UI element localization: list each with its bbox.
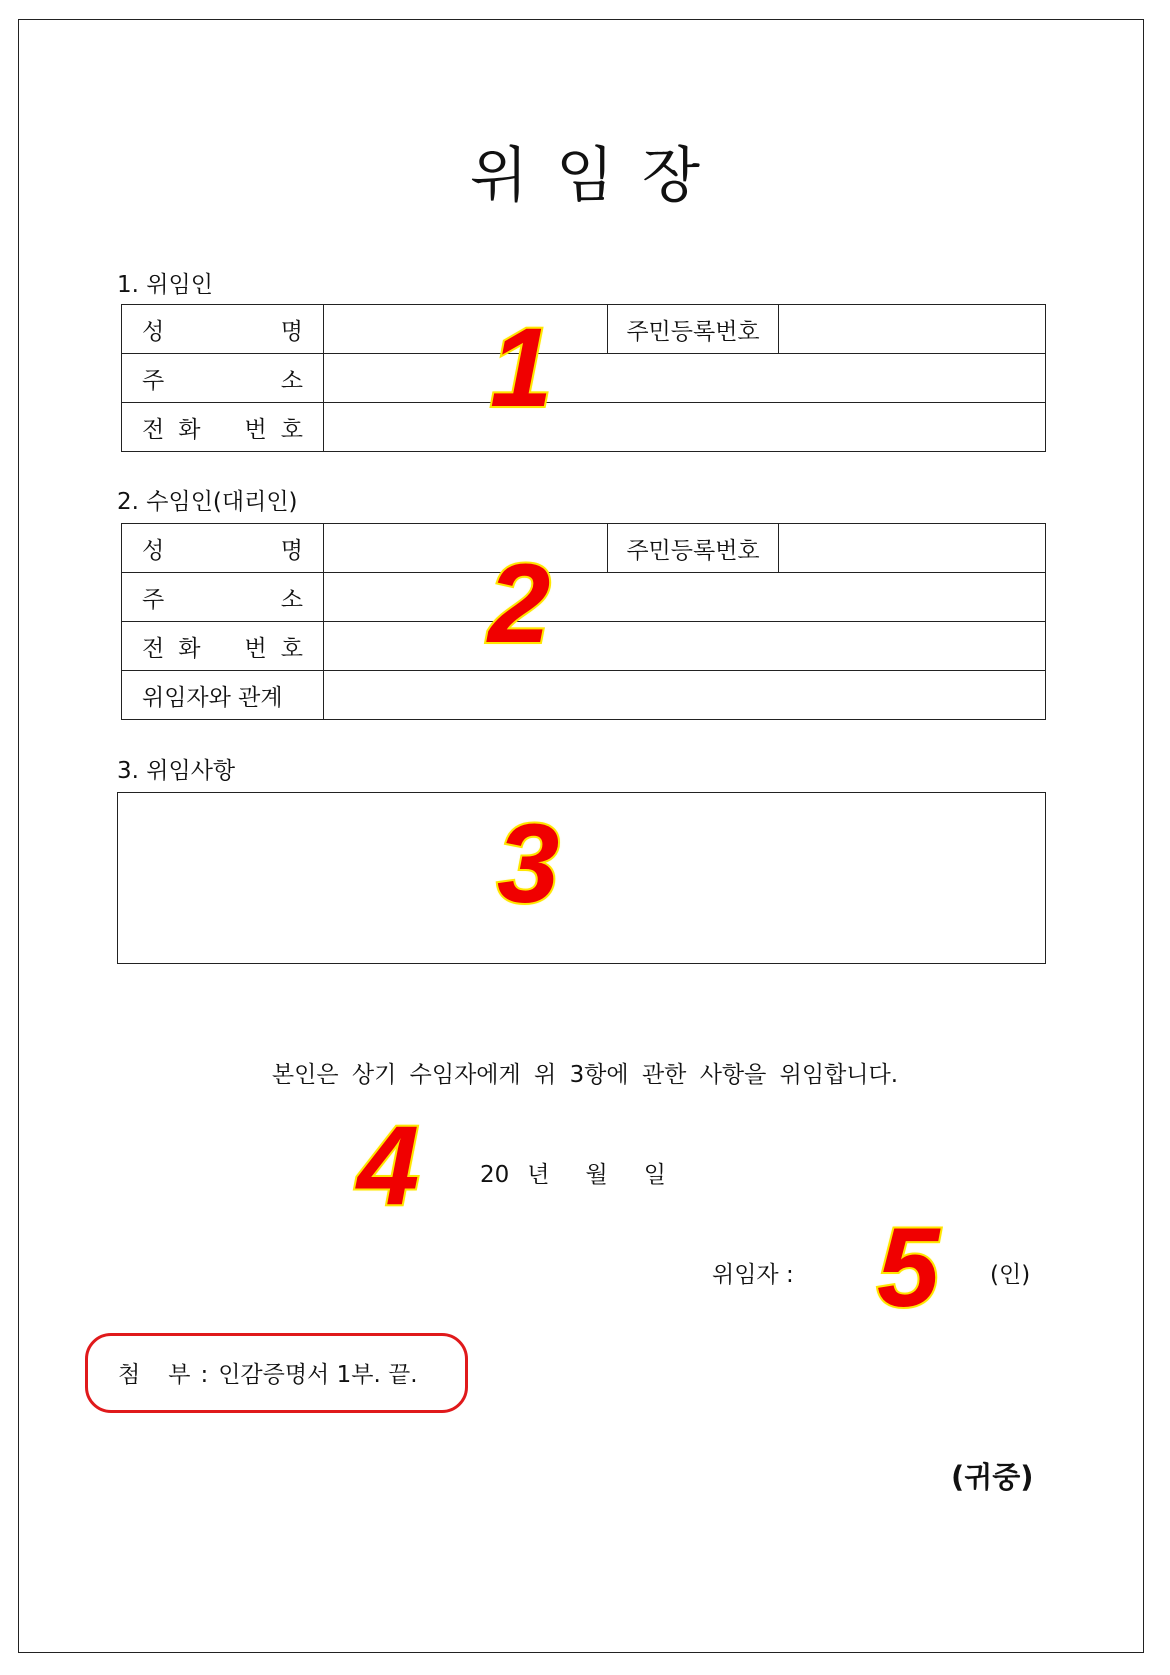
agent-table [121,523,1046,720]
title-char: 임 [555,141,615,211]
recipient-honorific: (귀중) [951,1460,1034,1494]
annotation-marker-1: 1 [490,305,553,430]
table-row [122,622,1046,671]
date-line [480,1156,666,1189]
annotation-marker-3: 3 [497,801,560,926]
table-row [122,403,1046,452]
section-1-heading: 1. 위임인 [117,272,213,298]
date-day-label: 일 [643,1162,666,1188]
address-label: 주 소 [122,354,324,403]
delegator-signature-label: 위임자 : [712,1262,794,1288]
name-field[interactable] [324,524,608,573]
rrn-label: 주민등록번호 [608,305,779,354]
delegation-statement: 본인은 상기 수임자에게 위 3항에 관한 사항을 위임합니다. [271,1062,899,1088]
section-3-heading: 3. 위임사항 [117,758,236,784]
rrn-field[interactable] [779,524,1046,573]
date-year-label: 년 [527,1162,550,1188]
date-year-prefix: 20 [480,1162,510,1188]
address-label: 주 소 [122,573,324,622]
delegation-details-box[interactable] [117,792,1046,964]
rrn-field[interactable] [779,305,1046,354]
annotation-marker-4: 4 [357,1103,420,1228]
rrn-label: 주민등록번호 [608,524,779,573]
relation-label: 위임자와 관계 [122,671,324,720]
name-label: 성 명 [122,524,324,573]
table-row [122,305,1046,354]
table-row [122,524,1046,573]
phone-label: 전 화 번 호 [122,403,324,452]
name-field[interactable] [324,305,608,354]
document-title [0,128,1170,214]
name-label: 성 명 [122,305,324,354]
phone-label: 전 화 번 호 [122,622,324,671]
table-row [122,671,1046,720]
annotation-marker-2: 2 [488,541,551,666]
title-char: 장 [642,141,701,211]
relation-field[interactable] [324,671,1046,720]
phone-field[interactable] [324,622,1046,671]
delegator-table [121,304,1046,452]
seal-label: (인) [990,1262,1031,1288]
section-2-heading: 2. 수임인(대리인) [117,489,298,515]
date-month-label: 월 [585,1162,608,1188]
table-row [122,354,1046,403]
title-char: 위 [469,141,528,211]
table-row [122,573,1046,622]
address-field[interactable] [324,573,1046,622]
annotation-marker-5: 5 [877,1205,940,1330]
phone-field[interactable] [324,403,1046,452]
address-field[interactable] [324,354,1046,403]
attachment-line: 첨 부 : 인감증명서 1부. 끝. [118,1362,418,1388]
